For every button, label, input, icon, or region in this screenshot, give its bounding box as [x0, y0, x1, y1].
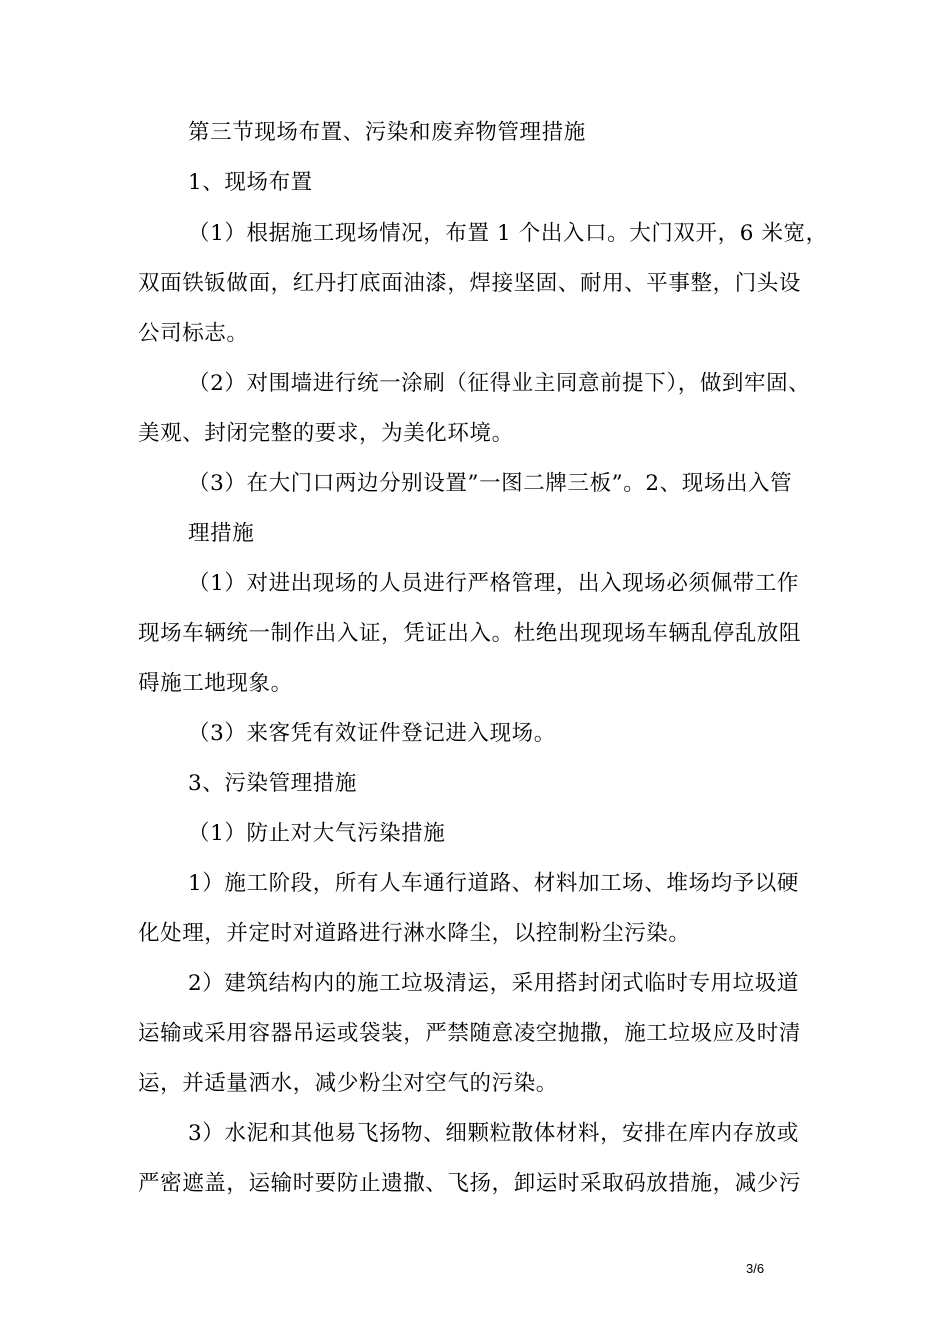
paragraph-line: 化处理，并定时对道路进行淋水降尘，以控制粉尘污染。: [138, 921, 691, 946]
paragraph-line: （1）防止对大气污染措施: [188, 821, 446, 846]
paragraph-line: 严密遮盖，运输时要防止遗撒、飞扬，卸运时采取码放措施，减少污: [138, 1171, 802, 1196]
paragraph-line: 理措施: [188, 521, 255, 546]
paragraph-line: （1）对进出现场的人员进行严格管理，出入现场必须佩带工作: [188, 571, 799, 596]
subsection-heading: 1、现场布置: [188, 170, 313, 195]
paragraph-line: 现场车辆统一制作出入证，凭证出入。杜绝出现现场车辆乱停乱放阻: [138, 621, 802, 646]
subsection-heading: 3、污染管理措施: [188, 771, 357, 796]
paragraph-line: 运，并适量洒水，减少粉尘对空气的污染。: [138, 1071, 558, 1096]
paragraph-line: 美观、封闭完整的要求，为美化环境。: [138, 421, 514, 446]
section-heading: 第三节现场布置、污染和废弃物管理措施: [188, 120, 586, 145]
paragraph-line: （3）在大门口两边分别设置”一图二牌三板”。2、现场出入管: [188, 471, 793, 496]
paragraph-line: 公司标志。: [138, 321, 249, 346]
paragraph-line: 1）施工阶段，所有人车通行道路、材料加工场、堆场均予以硬: [188, 871, 799, 896]
paragraph-line: （2）对围墙进行统一涂刷（征得业主同意前提下），做到牢固、: [188, 371, 811, 396]
paragraph-line: （3）来客凭有效证件登记进入现场。: [188, 721, 556, 746]
paragraph-line: 双面铁钣做面，红丹打底面油漆，焊接坚固、耐用、平事整，门头设: [138, 271, 802, 296]
paragraph-line: 3）水泥和其他易飞扬物、细颗粒散体材料，安排在库内存放或: [188, 1121, 799, 1146]
page-number: 3/6: [746, 1261, 765, 1276]
paragraph-line: 2）建筑结构内的施工垃圾清运，采用搭封闭式临时专用垃圾道: [188, 971, 799, 996]
paragraph-line: 运输或采用容器吊运或袋装，严禁随意凌空抛撒，施工垃圾应及时清: [138, 1021, 802, 1046]
paragraph-line: 碍施工地现象。: [138, 671, 293, 696]
paragraph-line: （1）根据施工现场情况，布置 1 个出入口。大门双开，6 米宽，: [188, 221, 828, 246]
